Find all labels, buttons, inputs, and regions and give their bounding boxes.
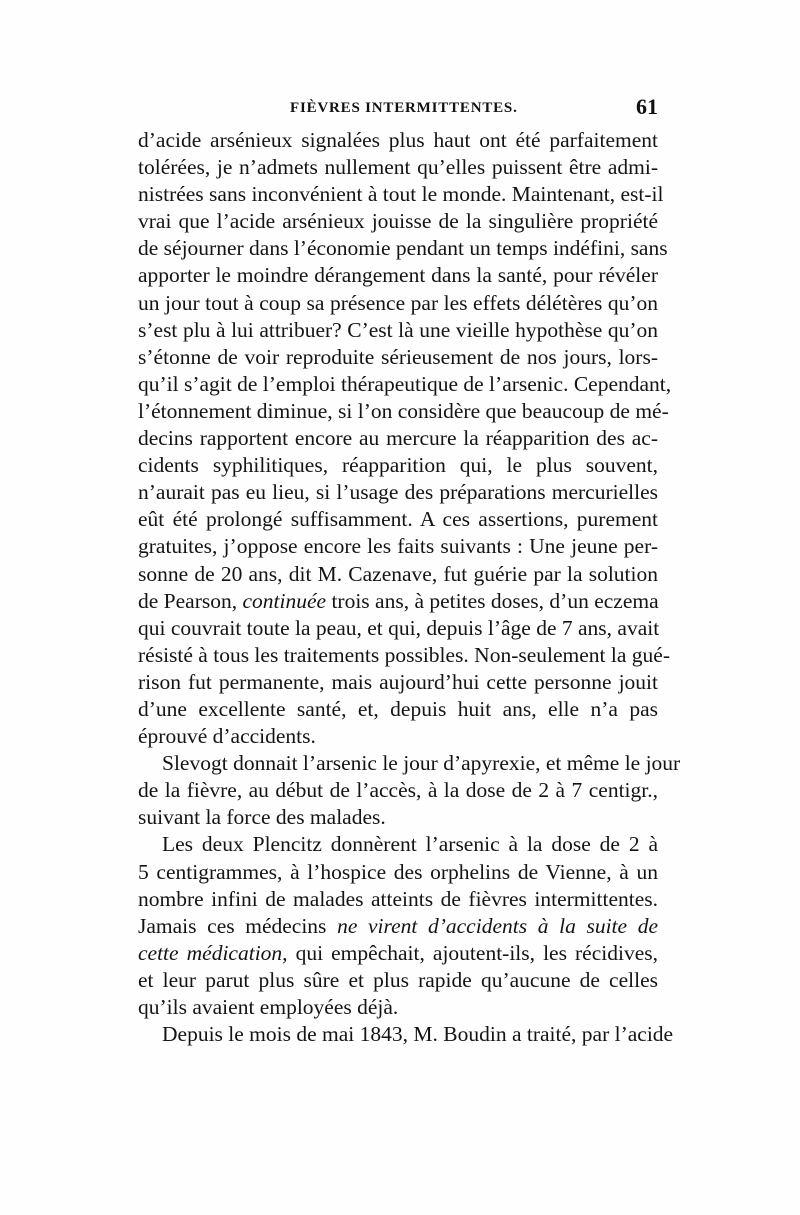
text-line: de séjourner dans l’économie pendant un temps indéfini, sans — [138, 236, 668, 261]
body-text — [138, 127, 681, 1048]
text-line: de la fièvre, au début de l’accès, à la dose de 2 à 7 centigr., — [138, 778, 658, 803]
text-line: eût été prolongé suffisamment. A ces assertions, purement — [138, 507, 658, 532]
text-line: sonne de 20 ans, dit M. Cazenave, fut guérie par la solution — [138, 561, 658, 586]
text-line: résisté à tous les traitements possibles. Non-seulement la gué- — [138, 642, 670, 667]
text-line: decins rapportent encore au mercure la réapparition des ac- — [138, 426, 658, 451]
paragraph-start-line: Slevogt donnait l’arsenic le jour d’apyrexie, et même le jour — [162, 751, 681, 776]
text-segment: qui empêchait, ajoutent-ils, les récidives, — [287, 940, 658, 965]
text-line: apporter le moindre dérangement dans la santé, pour révéler — [138, 263, 658, 288]
text-line: un jour tout à coup sa présence par les effets délétères qu’on — [138, 290, 658, 315]
text-line: s’étonne de voir reproduite sérieusement de nos jours, lors- — [138, 344, 658, 369]
paragraph-start-line: Les deux Plencitz donnèrent l’arsenic à la dose de 2 à — [162, 832, 658, 857]
text-line-with-italic — [138, 588, 658, 615]
text-line: n’aurait pas eu lieu, si l’usage des préparations mercurielles — [138, 480, 658, 505]
running-head — [138, 94, 658, 124]
text-line: d’une excellente santé, et, depuis huit ans, elle n’a pas — [138, 696, 658, 721]
paragraph-start-line: Depuis le mois de mai 1843, M. Boudin a traité, par l’acide — [162, 1022, 674, 1047]
italic-segment: cette médication, — [138, 940, 288, 965]
text-line: suivant la force des malades. — [138, 805, 386, 830]
text-segment: trois ans, à petites doses, d’un eczema — [326, 588, 659, 613]
text-line: d’acide arsénieux signalées plus haut ont été parfaitement — [138, 128, 658, 152]
text-segment: Jamais ces médecins — [138, 913, 338, 938]
text-line: qui couvrait toute la peau, et qui, depuis l’âge de 7 ans, avait — [138, 615, 660, 640]
text-line: tolérées, je n’admets nullement qu’elles puissent être admi- — [138, 155, 658, 180]
text-line: nistrées sans inconvénient à tout le monde. Maintenant, est-il — [138, 182, 664, 207]
text-line: nombre infini de malades atteints de fièvres intermittentes. — [138, 886, 658, 911]
text-line: 5 centigrammes, à l’hospice des orphelins de Vienne, à un — [138, 859, 658, 884]
text-line: s’est plu à lui attribuer? C’est là une vieille hypothèse qu’on — [138, 317, 658, 342]
text-line: l’étonnement diminue, si l’on considère que beaucoup de mé- — [138, 398, 669, 423]
text-line: qu’ils avaient employées déjà. — [138, 995, 399, 1019]
text-line: vrai que l’acide arsénieux jouisse de la singulière propriété — [138, 209, 658, 234]
text-line: cidents syphilitiques, réapparition qui, le plus souvent, — [138, 453, 658, 478]
text-line-with-italic — [138, 940, 658, 967]
text-line-with-italic — [138, 913, 658, 940]
text-line: rison fut permanente, mais aujourd’hui cette personne jouit — [138, 669, 658, 694]
italic-segment: ne virent d’accidents à la suite de — [337, 913, 658, 938]
text-segment: de Pearson, — [138, 588, 243, 613]
text-line: qu’il s’agit de l’emploi thérapeutique de l’arsenic. Cependant, — [138, 371, 672, 396]
page-number: 61 — [636, 94, 658, 119]
text-line: éprouvé d’accidents. — [138, 724, 316, 749]
text-line: gratuites, j’oppose encore les faits suivants : Une jeune per- — [138, 534, 658, 559]
italic-segment: continuée — [242, 588, 327, 613]
running-title: FIÈVRES INTERMITTENTES. — [290, 100, 518, 116]
text-line: et leur parut plus sûre et plus rapide qu’aucune de celles — [138, 967, 658, 992]
